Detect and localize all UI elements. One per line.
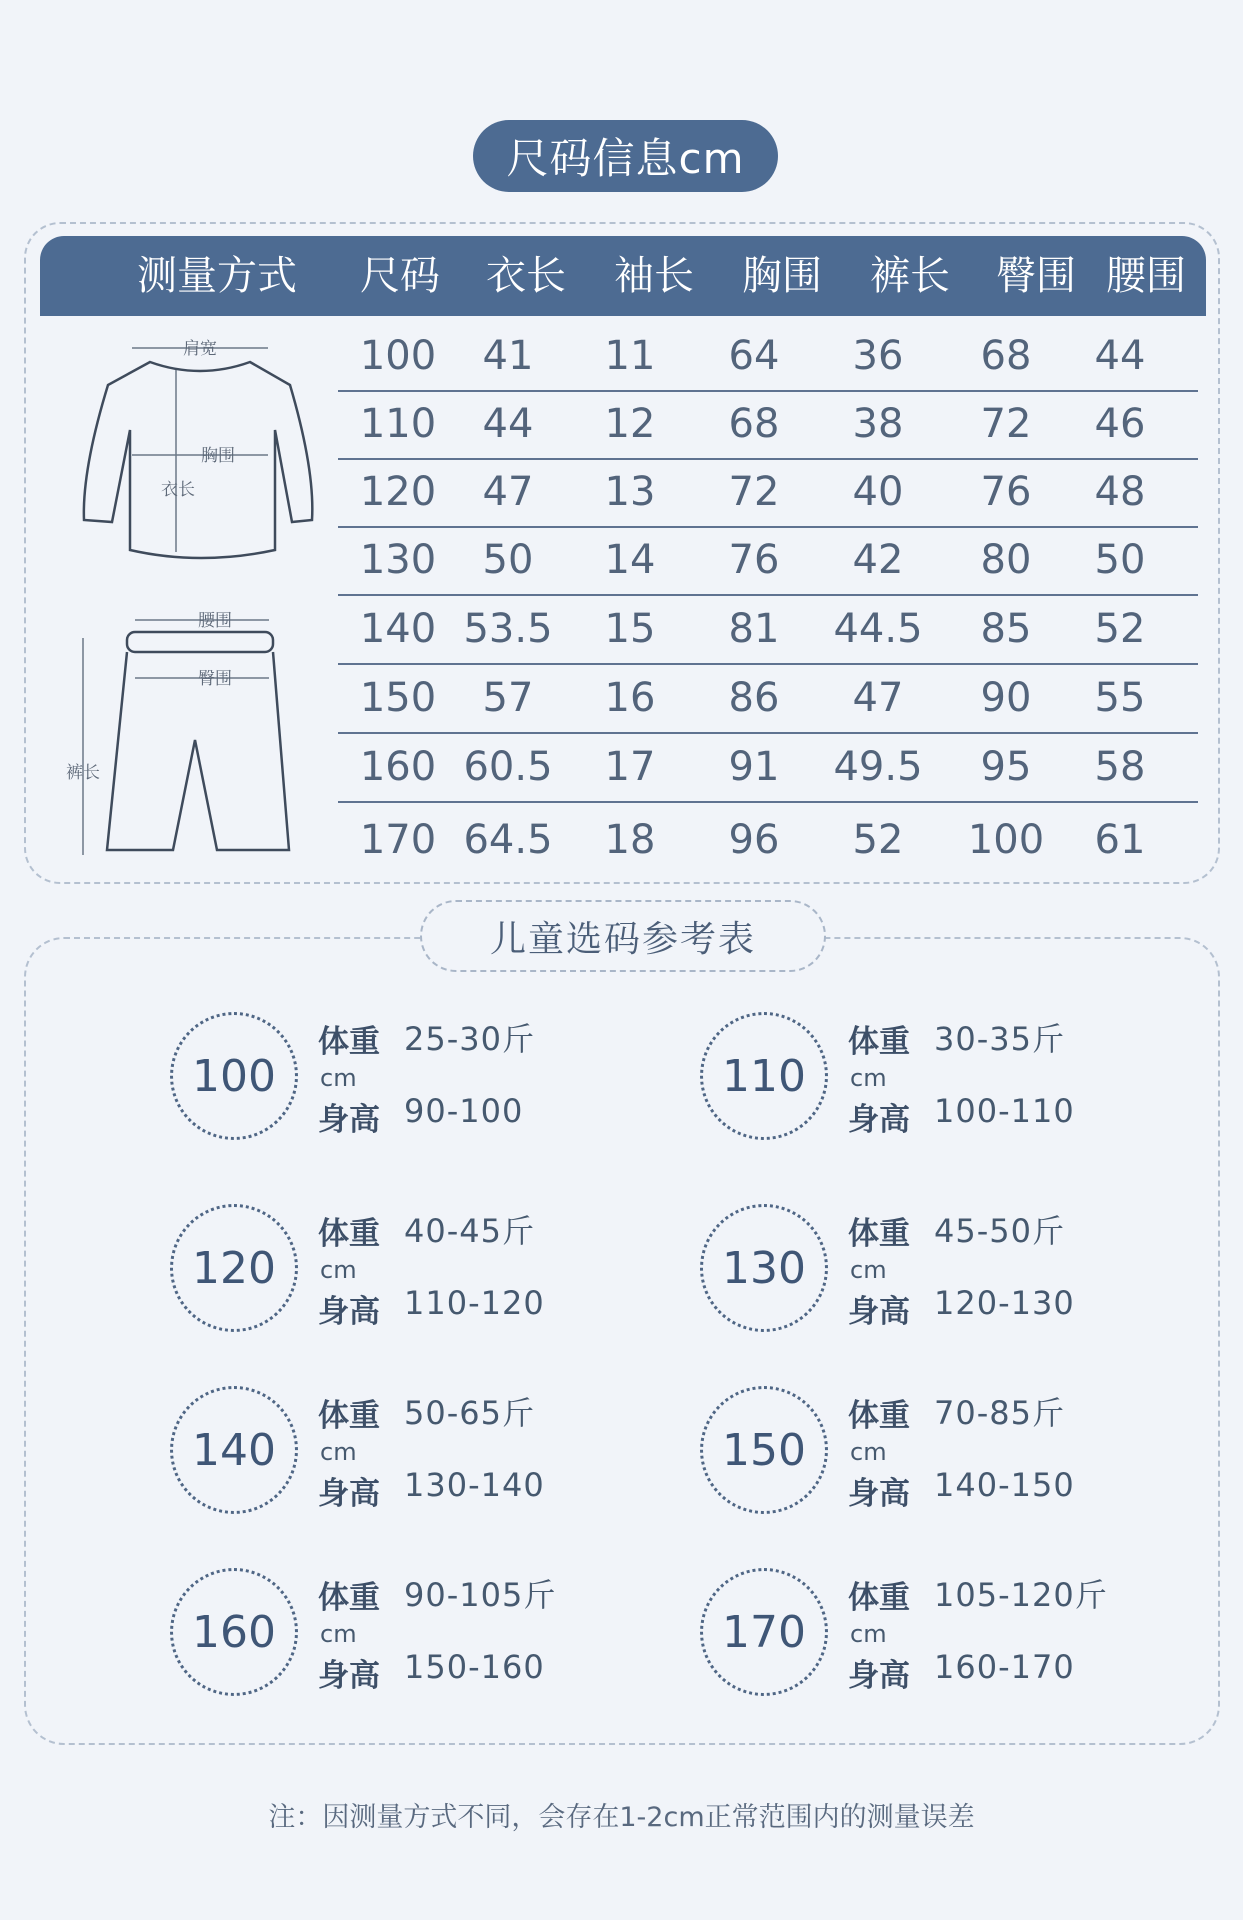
size-card: [700, 1568, 1160, 1708]
size-card: [170, 1204, 630, 1344]
table-header: [40, 236, 1206, 316]
header-method: 测量方式: [137, 253, 297, 299]
unit-label: cm: [320, 1438, 357, 1466]
header-hip: 臀围: [996, 253, 1076, 299]
table-cell: 52: [852, 817, 904, 863]
table-cell: 76: [728, 537, 780, 583]
table-cell: 150: [359, 675, 437, 721]
table-cell: 80: [980, 537, 1032, 583]
header-pants-length: 裤长: [870, 253, 950, 299]
size-card: [700, 1012, 1160, 1152]
table-row: [338, 733, 1198, 801]
table-cell: 81: [728, 606, 780, 652]
hip-label: 臀围: [198, 669, 232, 689]
pants-length-label: 裤长: [66, 763, 100, 783]
height-value: 140-150: [934, 1466, 1075, 1504]
table-cell: 47: [852, 675, 904, 721]
row-divider: [338, 801, 1198, 803]
weight-value: 30-35斤: [934, 1020, 1065, 1058]
table-cell: 140: [359, 606, 437, 652]
height-value: 160-170: [934, 1648, 1075, 1686]
table-row: [338, 390, 1198, 458]
weight-value: 50-65斤: [404, 1394, 535, 1432]
table-cell: 46: [1094, 401, 1146, 447]
size-badge: 150: [700, 1386, 828, 1514]
table-cell: 86: [728, 675, 780, 721]
height-value: 100-110: [934, 1092, 1075, 1130]
table-cell: 100: [359, 333, 437, 379]
size-card: [700, 1386, 1160, 1526]
table-cell: 38: [852, 401, 904, 447]
table-cell: 91: [728, 744, 780, 790]
weight-label: 体重: [848, 1024, 910, 1060]
size-badge: 100: [170, 1012, 298, 1140]
table-cell: 11: [604, 333, 656, 379]
size-badge: 120: [170, 1204, 298, 1332]
table-cell: 44: [1094, 333, 1146, 379]
weight-label: 体重: [318, 1216, 380, 1252]
size-card: [170, 1012, 630, 1152]
table-row: [338, 664, 1198, 732]
table-cell: 52: [1094, 606, 1146, 652]
weight-label: 体重: [848, 1216, 910, 1252]
unit-label: cm: [320, 1256, 357, 1284]
table-cell: 68: [728, 401, 780, 447]
header-length: 衣长: [486, 253, 566, 299]
header-waist: 腰围: [1106, 253, 1186, 299]
header-sleeve: 袖长: [614, 253, 694, 299]
table-cell: 13: [604, 469, 656, 515]
table-cell: 55: [1094, 675, 1146, 721]
unit-label: cm: [850, 1620, 887, 1648]
size-badge: 160: [170, 1568, 298, 1696]
weight-label: 体重: [318, 1024, 380, 1060]
table-cell: 130: [359, 537, 437, 583]
unit-label: cm: [850, 1256, 887, 1284]
table-cell: 120: [359, 469, 437, 515]
table-cell: 50: [1094, 537, 1146, 583]
table-cell: 40: [852, 469, 904, 515]
footnote: 注：因测量方式不同，会存在1-2cm正常范围内的测量误差: [268, 1802, 975, 1833]
table-cell: 60.5: [463, 744, 553, 790]
table-cell: 72: [980, 401, 1032, 447]
length-label: 衣长: [161, 480, 195, 500]
table-cell: 18: [604, 817, 656, 863]
table-row: [338, 806, 1198, 874]
height-value: 130-140: [404, 1466, 545, 1504]
weight-value: 25-30斤: [404, 1020, 535, 1058]
table-cell: 58: [1094, 744, 1146, 790]
table-cell: 110: [359, 401, 437, 447]
unit-label: cm: [850, 1064, 887, 1092]
table-cell: 44: [482, 401, 534, 447]
table-cell: 41: [482, 333, 534, 379]
table-cell: 16: [604, 675, 656, 721]
table-cell: 61: [1094, 817, 1146, 863]
weight-value: 40-45斤: [404, 1212, 535, 1250]
table-cell: 85: [980, 606, 1032, 652]
height-label: 身高: [848, 1102, 910, 1138]
weight-label: 体重: [318, 1580, 380, 1616]
page-title: 尺码信息cm: [473, 120, 778, 192]
size-card: [170, 1568, 630, 1708]
size-badge: 170: [700, 1568, 828, 1696]
shoulder-label: 肩宽: [183, 339, 217, 359]
table-cell: 170: [359, 817, 437, 863]
table-cell: 68: [980, 333, 1032, 379]
header-chest: 胸围: [742, 253, 822, 299]
table-cell: 95: [980, 744, 1032, 790]
table-cell: 76: [980, 469, 1032, 515]
weight-value: 105-120斤: [934, 1576, 1108, 1614]
unit-label: cm: [850, 1438, 887, 1466]
height-label: 身高: [318, 1102, 380, 1138]
table-cell: 48: [1094, 469, 1146, 515]
weight-label: 体重: [848, 1580, 910, 1616]
header-size: 尺码: [360, 253, 440, 299]
size-card: [170, 1386, 630, 1526]
table-row: [338, 526, 1198, 594]
table-row: [338, 595, 1198, 663]
table-cell: 14: [604, 537, 656, 583]
table-cell: 17: [604, 744, 656, 790]
table-row: [338, 458, 1198, 526]
size-badge: 130: [700, 1204, 828, 1332]
guide-title: 儿童选码参考表: [420, 900, 826, 972]
table-cell: 160: [359, 744, 437, 790]
height-label: 身高: [318, 1476, 380, 1512]
chest-label: 胸围: [201, 446, 235, 466]
height-label: 身高: [318, 1658, 380, 1694]
table-cell: 36: [852, 333, 904, 379]
height-value: 110-120: [404, 1284, 545, 1322]
table-cell: 72: [728, 469, 780, 515]
size-badge: 110: [700, 1012, 828, 1140]
table-cell: 12: [604, 401, 656, 447]
weight-value: 70-85斤: [934, 1394, 1065, 1432]
unit-label: cm: [320, 1064, 357, 1092]
table-cell: 44.5: [833, 606, 923, 652]
table-row: [338, 322, 1198, 390]
table-cell: 64: [728, 333, 780, 379]
table-cell: 15: [604, 606, 656, 652]
height-value: 120-130: [934, 1284, 1075, 1322]
height-label: 身高: [848, 1476, 910, 1512]
height-value: 90-100: [404, 1092, 524, 1130]
height-value: 150-160: [404, 1648, 545, 1686]
shirt-diagram: [70, 330, 330, 570]
height-label: 身高: [848, 1658, 910, 1694]
table-cell: 64.5: [463, 817, 553, 863]
table-cell: 57: [482, 675, 534, 721]
table-cell: 100: [967, 817, 1045, 863]
table-cell: 47: [482, 469, 534, 515]
weight-label: 体重: [318, 1398, 380, 1434]
table-cell: 53.5: [463, 606, 553, 652]
height-label: 身高: [318, 1294, 380, 1330]
size-badge: 140: [170, 1386, 298, 1514]
waist-label: 腰围: [198, 611, 232, 631]
height-label: 身高: [848, 1294, 910, 1330]
weight-label: 体重: [848, 1398, 910, 1434]
table-cell: 90: [980, 675, 1032, 721]
weight-value: 90-105斤: [404, 1576, 557, 1614]
unit-label: cm: [320, 1620, 357, 1648]
table-cell: 49.5: [833, 744, 923, 790]
size-card: [700, 1204, 1160, 1344]
table-cell: 50: [482, 537, 534, 583]
table-cell: 96: [728, 817, 780, 863]
pants-diagram: [55, 600, 315, 870]
table-cell: 42: [852, 537, 904, 583]
weight-value: 45-50斤: [934, 1212, 1065, 1250]
